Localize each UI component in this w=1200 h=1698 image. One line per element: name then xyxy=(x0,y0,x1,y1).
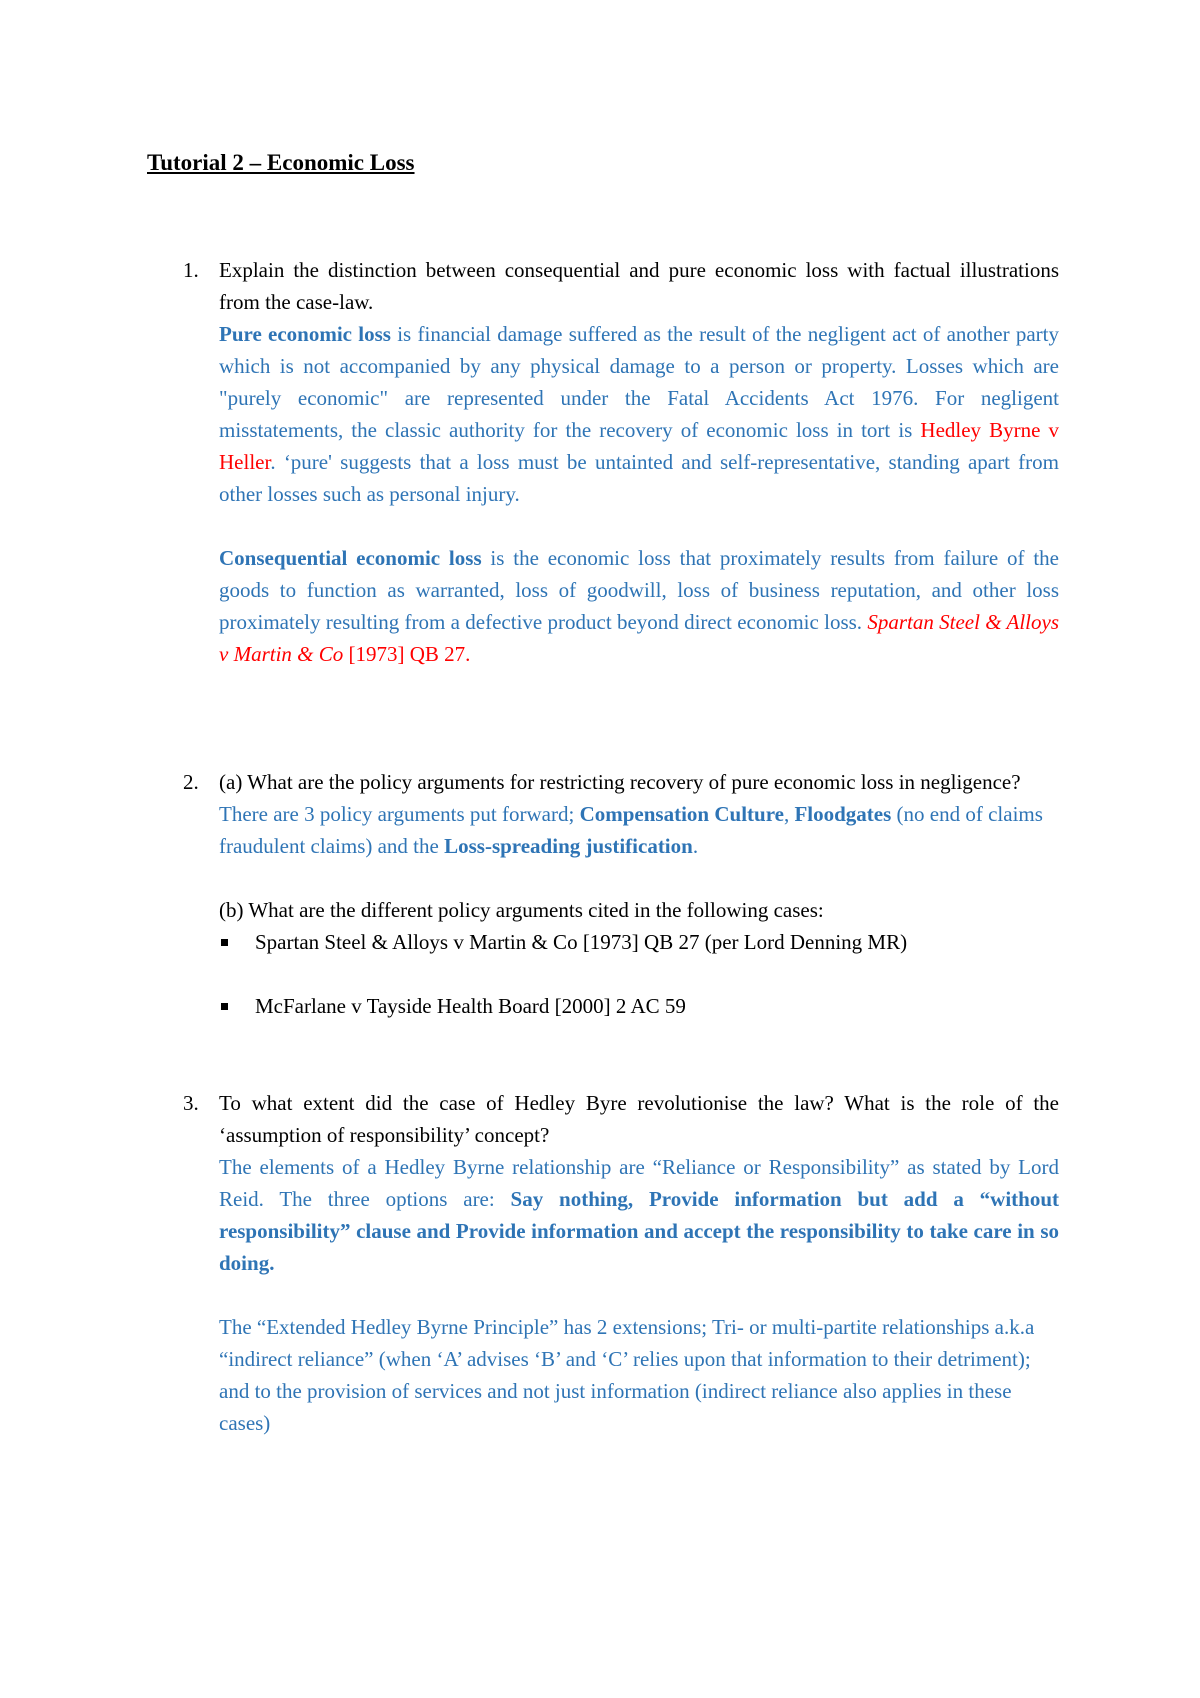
question-number: 1. xyxy=(183,258,199,282)
answer-text: The elements of a Hedley Byrne relationship are “Reliance or Responsibility” as stated by Lord Reid. The three options are: xyxy=(219,1155,1059,1211)
question-2 xyxy=(183,766,1059,1022)
question-3 xyxy=(183,1087,1059,1439)
term-pure-economic-loss: Pure economic loss xyxy=(219,322,391,346)
page-title: Tutorial 2 – Economic Loss xyxy=(147,150,415,175)
term-loss-spreading: Loss-spreading justification xyxy=(444,834,693,858)
spacer xyxy=(219,1279,1059,1311)
spacer xyxy=(219,510,1059,542)
bullet-square-icon xyxy=(221,1003,228,1010)
answer-text: . xyxy=(692,834,699,858)
case-citation: Spartan Steel & Alloys v Martin & Co xyxy=(219,610,1059,666)
case-list-text: Spartan Steel & Alloys v Martin & Co [1973] QB 27 (per Lord Denning MR) xyxy=(255,930,908,954)
answer-text: There are 3 policy arguments put forward; xyxy=(219,802,580,826)
answer-text: . ‘pure' suggests that a loss must be untainted and self-representative, standing apart from other losses such as personal injury. xyxy=(219,450,1059,506)
question-1 xyxy=(183,254,1059,670)
list-item xyxy=(219,926,1059,958)
question-text-b: (b) What are the different policy arguments cited in the following cases: xyxy=(219,898,824,922)
answer-consequential-economic-loss xyxy=(219,542,1059,670)
term-floodgates: Floodgates xyxy=(794,802,892,826)
question-text: To what extent did the case of Hedley Byre revolutionise the law? What is the role of the ‘assumption of responsibility’ concept? xyxy=(219,1091,1059,1147)
answer-hedley-byrne-elements xyxy=(219,1151,1059,1279)
term-compensation-culture: Compensation Culture xyxy=(579,802,784,826)
question-number: 3. xyxy=(183,1091,199,1115)
case-list xyxy=(219,926,1059,1022)
term-consequential-economic-loss: Consequential economic loss xyxy=(219,546,482,570)
answer-text: , xyxy=(783,802,795,826)
answer-extended-principle: The “Extended Hedley Byrne Principle” has 2 extensions; Tri- or multi-partite relationships a.k.a “indirect reliance” (when ‘A’ advises ‘B’ and ‘C’ relies upon that information to their detriment); and to the provision of services and not just information (indirect reliance also applies in these cases) xyxy=(219,1315,1035,1435)
answer-text: is the economic loss that proximately results from failure of the goods to function as warranted, loss of goodwill, loss of business reputation, and other loss proximately resulting from a defective product beyond direct economic loss. xyxy=(219,546,1059,634)
bullet-square-icon xyxy=(221,939,228,946)
term-three-options: Say nothing, Provide information but add a “without responsibility” clause and Provide information and accept the responsibility to take care in so doing. xyxy=(219,1187,1059,1275)
spacer xyxy=(219,862,1059,894)
answer-policy-arguments xyxy=(219,798,1059,862)
question-text-a: (a) What are the policy arguments for restricting recovery of pure economic loss in negligence? xyxy=(219,770,1021,794)
list-item xyxy=(219,990,1059,1022)
case-citation: Hedley Byrne v Heller xyxy=(219,418,1059,474)
question-text: Explain the distinction between consequential and pure economic loss with factual illustrations from the case-law. xyxy=(219,258,1059,314)
question-number: 2. xyxy=(183,770,199,794)
case-list-text: McFarlane v Tayside Health Board [2000] 2 AC 59 xyxy=(255,994,686,1018)
case-citation-reference: [1973] QB 27. xyxy=(343,642,471,666)
answer-text: is financial damage suffered as the result of the negligent act of another party which is not accompanied by any physical damage to a person or property. Losses which are "purely economic" are represented under the Fatal Accidents Act 1976. For negligent misstatements, the classic authority for the recovery of economic loss in tort is xyxy=(219,322,1059,442)
answer-pure-economic-loss xyxy=(219,318,1059,510)
answer-text: (no end of claims fraudulent claims) and the xyxy=(219,802,1043,858)
